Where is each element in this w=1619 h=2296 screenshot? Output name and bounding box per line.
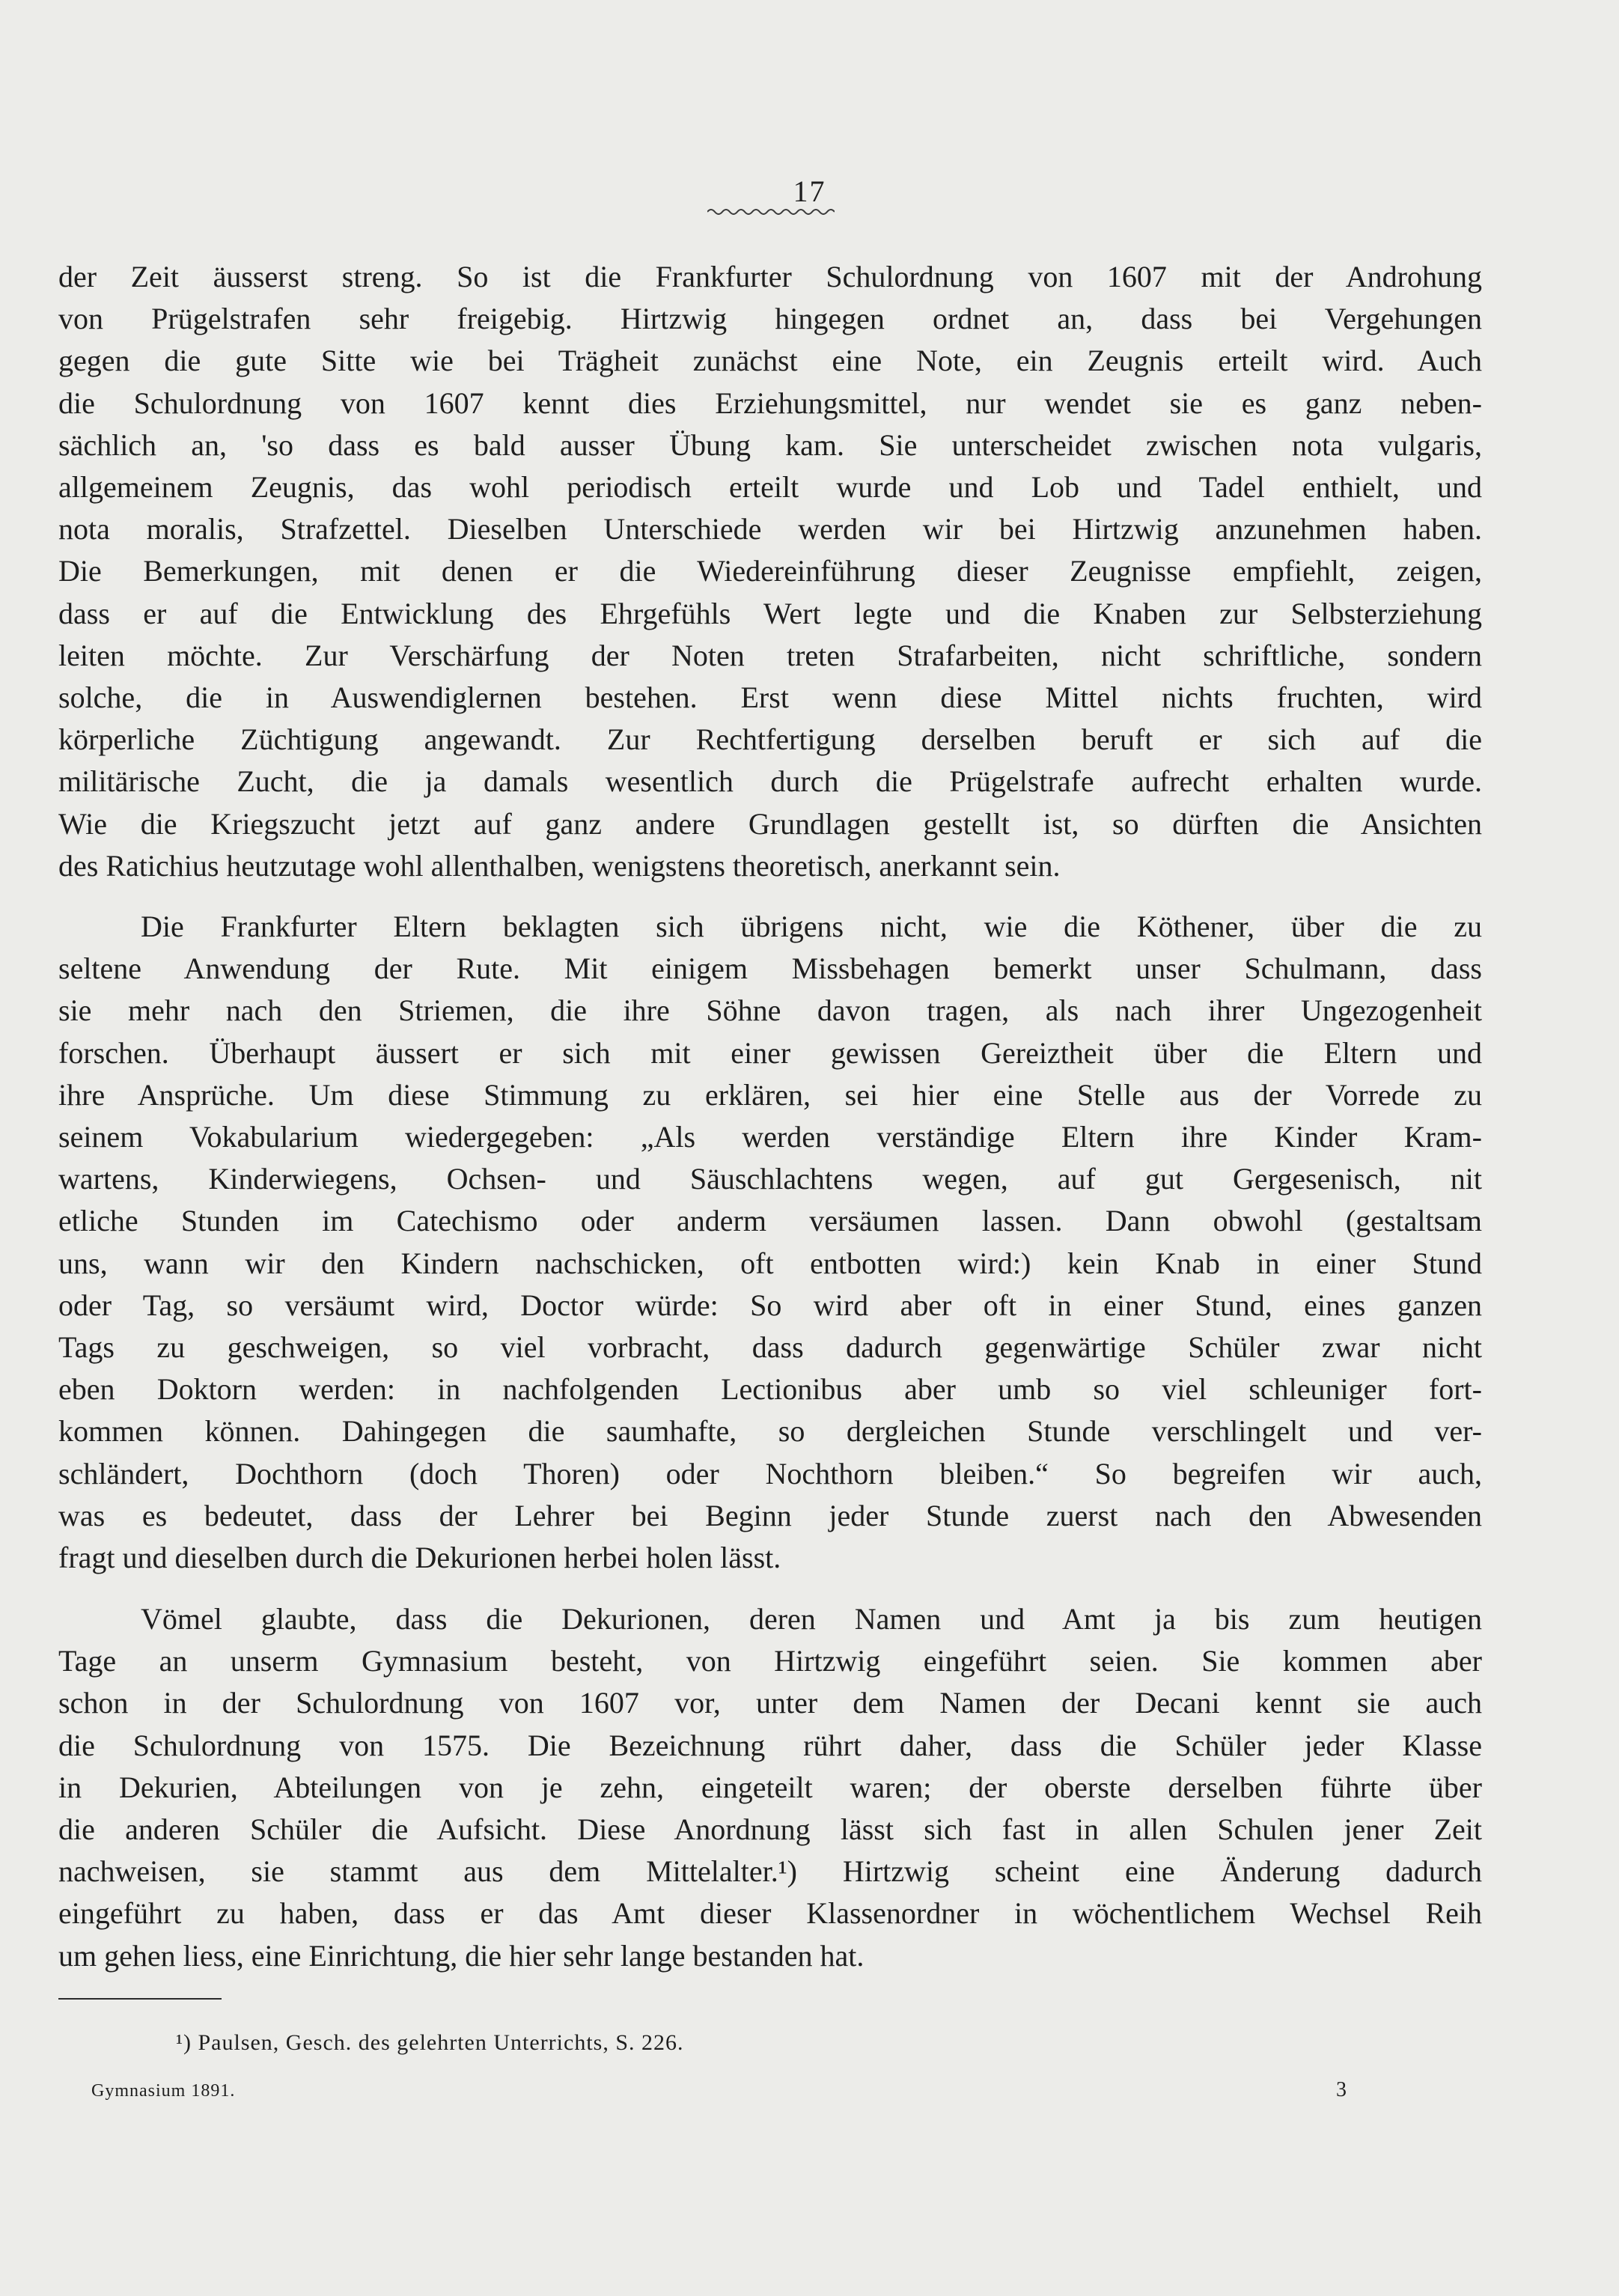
- text-line: dass er auf die Entwicklung des Ehrgefühls Wert legte und die Knaben zur Selbsterziehung: [58, 596, 1482, 630]
- paragraph-2: [58, 906, 1482, 1579]
- text-line: allgemeinem Zeugnis, das wohl periodisch erteilt wurde und Lob und Tadel enthielt, und: [58, 470, 1482, 505]
- text-line: die anderen Schüler die Aufsicht. Diese Anordnung lässt sich fast in allen Schulen jener Zeit: [58, 1812, 1482, 1847]
- text-line: von Prügelstrafen sehr freigebig. Hirtzwig hingegen ordnet an, dass bei Vergehungen: [58, 302, 1482, 336]
- text-line: militärische Zucht, die ja damals wesentlich durch die Prügelstrafe aufrecht erhalten wurde.: [58, 764, 1482, 799]
- text-line: Tage an unserm Gymnasium besteht, von Hirtzwig eingeführt seien. Sie kommen aber: [58, 1644, 1482, 1678]
- text-line: ihre Ansprüche. Um diese Stimmung zu erklären, sei hier eine Stelle aus der Vorrede zu: [58, 1077, 1482, 1112]
- page-number: 17: [793, 174, 826, 208]
- text-line: etliche Stunden im Catechismo oder anderm versäumen lassen. Dann obwohl (gestaltsam: [58, 1204, 1482, 1238]
- text-line: schon in der Schulordnung von 1607 vor, unter dem Namen der Decani kennt sie auch: [58, 1686, 1482, 1720]
- footer-signature: Gymnasium 1891.: [91, 2081, 236, 2101]
- text-line: nachweisen, sie stammt aus dem Mittelalter.¹) Hirtzwig scheint eine Änderung dadurch: [58, 1854, 1482, 1889]
- text-line: Tags zu geschweigen, so viel vorbracht, dass dadurch gegenwärtige Schüler zwar nicht: [58, 1330, 1482, 1365]
- text-line: was es bedeutet, dass der Lehrer bei Beginn jeder Stunde zuerst nach den Abwesenden: [58, 1498, 1482, 1532]
- wavy-ornament: [707, 205, 835, 219]
- text-line: forschen. Überhaupt äussert er sich mit einer gewissen Gereiztheit über die Eltern und: [58, 1035, 1482, 1070]
- text-line: uns, wann wir den Kindern nachschicken, oft entbotten wird:) kein Knab in einer Stund: [58, 1246, 1482, 1280]
- text-line: sie mehr nach den Striemen, die ihre Söhne davon tragen, als nach ihrer Ungezogenheit: [58, 993, 1482, 1028]
- text-line: eben Doktorn werden: in nachfolgenden Lectionibus aber umb so viel schleuniger fort-: [58, 1372, 1482, 1407]
- text-line: Die Frankfurter Eltern beklagten sich übrigens nicht, wie die Köthener, über die zu: [141, 910, 1482, 943]
- text-line: kommen können. Dahingegen die saumhafte, so dergleichen Stunde verschlingelt und ver-: [58, 1414, 1482, 1449]
- footnote: ¹) Paulsen, Gesch. des gelehrten Unterrichts, S. 226.: [176, 2030, 684, 2055]
- paragraph-1: [58, 256, 1482, 887]
- text-line: Vömel glaubte, dass die Dekurionen, deren Namen und Amt ja bis zum heutigen: [141, 1602, 1482, 1636]
- footnote-rule: [58, 1998, 222, 2000]
- text-line: die Schulordnung von 1607 kennt dies Erziehungsmittel, nur wendet sie es ganz neben-: [58, 386, 1482, 420]
- text-line: um gehen liess, eine Einrichtung, die hier sehr lange bestanden hat.: [58, 1938, 865, 1973]
- text-line: die Schulordnung von 1575. Die Bezeichnung rührt daher, dass die Schüler jeder Klasse: [58, 1728, 1482, 1762]
- text-line: eingeführt zu haben, dass er das Amt dieser Klassenordner in wöchentlichem Wechsel Reih: [58, 1896, 1482, 1931]
- text-line: schländert, Dochthorn (doch Thoren) oder Nochthorn bleiben.“ So begreifen wir auch,: [58, 1456, 1482, 1490]
- text-line: der Zeit äusserst streng. So ist die Frankfurter Schulordnung von 1607 mit der Androhung: [58, 260, 1482, 293]
- text-line: wartens, Kinderwiegens, Ochsen- und Säuschlachtens wegen, auf gut Gergesenisch, nit: [58, 1162, 1482, 1196]
- text-line: leiten möchte. Zur Verschärfung der Noten treten Strafarbeiten, nicht schriftliche, sondern: [58, 638, 1482, 672]
- text-line: seltene Anwendung der Rute. Mit einigem Missbehagen bemerkt unser Schulmann, dass: [58, 951, 1482, 986]
- text-line: des Ratichius heutzutage wohl allenthalben, wenigstens theoretisch, anerkannt sein.: [58, 848, 1061, 883]
- text-line: oder Tag, so versäumt wird, Doctor würde: So wird aber oft in einer Stund, eines ganzen: [58, 1288, 1482, 1322]
- text-line: nota moralis, Strafzettel. Dieselben Unterschiede werden wir bei Hirtzwig anzunehmen haben.: [58, 512, 1482, 546]
- paragraph-3: [58, 1598, 1482, 1977]
- text-line: fragt und dieselben durch die Dekurionen herbei holen lässt.: [58, 1541, 781, 1575]
- text-line: körperliche Züchtigung angewandt. Zur Rechtfertigung derselben beruft er sich auf die: [58, 722, 1482, 757]
- text-line: gegen die gute Sitte wie bei Trägheit zunächst eine Note, ein Zeugnis erteilt wird. Auch: [58, 344, 1482, 378]
- text-line: in Dekurien, Abteilungen von je zehn, eingeteilt waren; der oberste derselben führte über: [58, 1770, 1482, 1804]
- footer-sheet-number: 3: [1336, 2078, 1347, 2101]
- text-line: Die Bemerkungen, mit denen er die Wiedereinführung dieser Zeugnisse empfiehlt, zeigen,: [58, 554, 1482, 588]
- text-line: solche, die in Auswendiglernen bestehen. Erst wenn diese Mittel nichts fruchten, wird: [58, 680, 1482, 715]
- text-line: sächlich an, 'so dass es bald ausser Übung kam. Sie unterscheidet zwischen nota vulgaris,: [58, 427, 1482, 462]
- text-line: Wie die Kriegszucht jetzt auf ganz andere Grundlagen gestellt ist, so dürften die Ansichten: [58, 806, 1482, 841]
- text-line: seinem Vokabularium wiedergegeben: „Als werden verständige Eltern ihre Kinder Kram-: [58, 1120, 1482, 1154]
